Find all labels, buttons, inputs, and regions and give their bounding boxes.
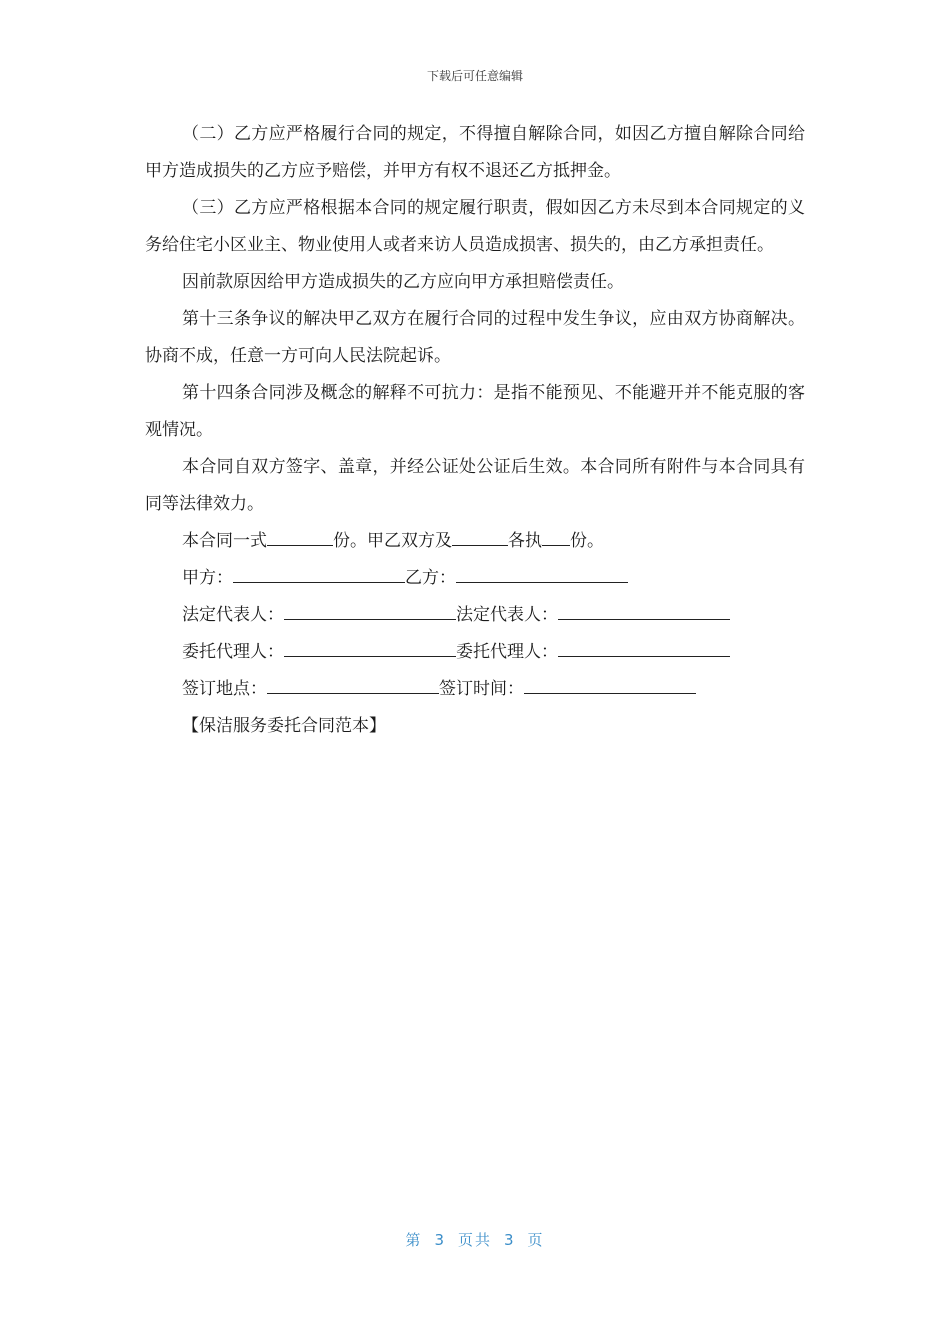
footer-middle: 页共 <box>457 1231 492 1249</box>
copies-line <box>145 523 805 560</box>
paragraph-clause-2: （二）乙方应严格履行合同的规定，不得擅自解除合同，如因乙方擅自解除合同给甲方造成损失的乙方应予赔偿，并甲方有权不退还乙方抵押金。 <box>145 124 805 181</box>
footer-prefix: 第 <box>405 1231 423 1249</box>
total-page-number: 3 <box>504 1231 516 1249</box>
party-line <box>145 560 805 597</box>
party-b-label: 乙方： <box>405 568 456 588</box>
paragraph-article-14: 第十四条合同涉及概念的解释不可抗力：是指不能预见、不能避开并不能克服的客观情况。 <box>145 383 805 440</box>
agent-b-blank[interactable] <box>558 636 730 657</box>
rep-a-blank[interactable] <box>284 599 456 620</box>
copies-total-blank[interactable] <box>267 525 333 546</box>
closing-title: 【保洁服务委托合同范本】 <box>182 716 386 736</box>
agent-a-blank[interactable] <box>284 636 456 657</box>
rep-b-label: 法定代表人： <box>456 605 558 625</box>
party-b-blank[interactable] <box>456 562 628 583</box>
copies-label-3: 各执 <box>508 531 542 551</box>
rep-b-blank[interactable] <box>558 599 730 620</box>
copies-label-1: 本合同一式 <box>182 531 267 551</box>
page-header: 下载后可任意编辑 <box>426 69 523 83</box>
paragraph-effective: 本合同自双方签字、盖章，并经公证处公证后生效。本合同所有附件与本合同具有同等法律效力。 <box>145 457 805 514</box>
rep-line <box>145 597 805 634</box>
paragraph-clause-3: （三）乙方应严格根据本合同的规定履行职责，假如因乙方未尽到本合同规定的义务给住宅小区业主、物业使用人或者来访人员造成损害、损失的，由乙方承担责任。 <box>145 198 805 255</box>
copies-label-2: 份。甲乙双方及 <box>333 531 452 551</box>
sign-time-blank[interactable] <box>524 673 696 694</box>
party-a-blank[interactable] <box>233 562 405 583</box>
paragraph-compensation: 因前款原因给甲方造成损失的乙方应向甲方承担赔偿责任。 <box>182 272 624 292</box>
sign-time-label: 签订时间： <box>439 679 524 699</box>
party-a-label: 甲方： <box>182 568 233 588</box>
copies-label-4: 份。 <box>570 531 604 551</box>
current-page-number: 3 <box>434 1231 446 1249</box>
rep-a-label: 法定代表人： <box>182 605 284 625</box>
agent-b-label: 委托代理人： <box>456 642 558 662</box>
sign-place-blank[interactable] <box>267 673 439 694</box>
document-body <box>145 116 805 745</box>
agent-line <box>145 634 805 671</box>
footer-suffix: 页 <box>527 1231 545 1249</box>
sign-place-label: 签订地点： <box>182 679 267 699</box>
paragraph-article-13: 第十三条争议的解决甲乙双方在履行合同的过程中发生争议，应由双方协商解决。协商不成，任意一方可向人民法院起诉。 <box>145 309 805 366</box>
copies-holders-blank[interactable] <box>452 525 508 546</box>
sign-line <box>145 671 805 708</box>
copies-each-blank[interactable] <box>542 525 570 546</box>
agent-a-label: 委托代理人： <box>182 642 284 662</box>
page-footer <box>0 1229 950 1250</box>
